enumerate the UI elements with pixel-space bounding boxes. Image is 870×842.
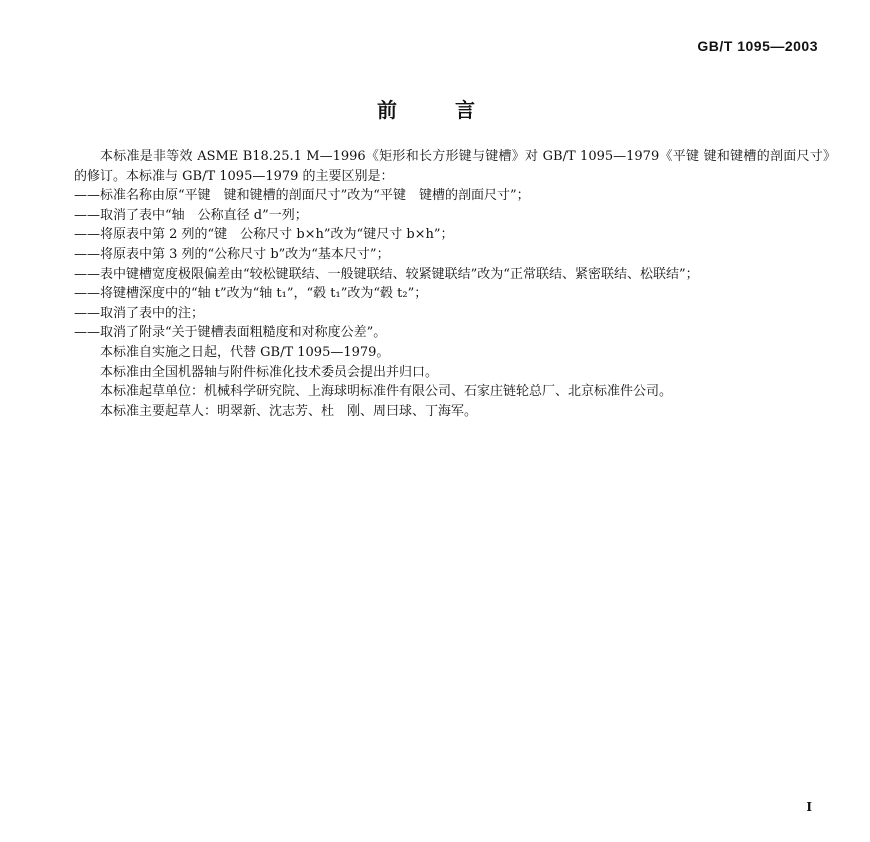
drafting-units-paragraph: 本标准起草单位：机械科学研究院、上海球明标准件有限公司、石家庄链轮总厂、北京标准件公司。: [100, 384, 673, 400]
page-number: I: [806, 800, 812, 814]
page-title: 前言: [377, 98, 533, 122]
committee-paragraph: 本标准由全国机器轴与附件标准化技术委员会提出并归口。: [100, 364, 439, 380]
change-item: ——取消了附录“关于键槽表面粗糙度和对称度公差”。: [74, 325, 387, 341]
change-item: ——取消了表中的注；: [74, 305, 205, 321]
drafters-paragraph: 本标准主要起草人：明翠新、沈志芳、杜 刚、周曰球、丁海军。: [100, 403, 478, 419]
change-item: ——将原表中第 2 列的“键 公称尺寸 b×h”改为“键尺寸 b×h”；: [74, 227, 454, 243]
replacement-paragraph: 本标准自实施之日起，代替 GB/T 1095—1979。: [100, 344, 390, 360]
foreword-body: [74, 147, 836, 421]
change-item: ——将键槽深度中的“轴 t”改为“轴 t₁”，“毂 t₁”改为“毂 t₂”；: [74, 286, 428, 302]
standard-number: GB/T 1095—2003: [697, 38, 818, 54]
change-item: ——取消了表中“轴 公称直径 d”一列；: [74, 207, 308, 223]
change-item: ——标准名称由原“平键 键和键槽的剖面尺寸”改为“平键 键槽的剖面尺寸”；: [74, 188, 530, 204]
change-item: ——表中键槽宽度极限偏差由“较松键联结、一般键联结、较紧键联结”改为“正常联结、紧密联结、松联结”；: [74, 266, 699, 282]
intro-paragraph: 本标准是非等效 ASME B18.25.1 M—1996《矩形和长方形键与键槽》对 GB/T 1095—1979《平键 键和键槽的剖面尺寸》的修订。本标准与 GB/T 1095—1979 的主要区别是：: [74, 149, 836, 184]
change-item: ——将原表中第 3 列的“公称尺寸 b”改为“基本尺寸”；: [74, 246, 390, 262]
